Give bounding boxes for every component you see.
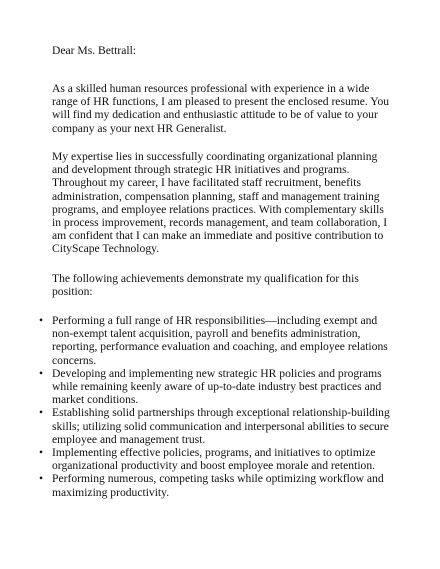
bullet-icon: • <box>39 472 44 486</box>
list-item <box>39 366 392 407</box>
bullet-icon: • <box>39 406 44 420</box>
achievement-text: Establishing solid partnerships through exceptional relationship-building skills; utilizing solid communication and interpersonal abilities to secure employee and management trust. <box>52 406 390 446</box>
intro-paragraph: As a skilled human resources professional with experience in a wide range of HR functions, I am pleased to present the enclosed resume. You will find my dedication and enthusiastic attitude to be of value to your company as your next HR Generalist. <box>52 82 390 135</box>
achievement-text: Performing numerous, competing tasks while optimizing workflow and maximizing productivity. <box>52 472 384 499</box>
salutation: Dear Ms. Bettrall: <box>52 44 137 57</box>
list-item <box>39 406 392 446</box>
list-item <box>39 314 392 367</box>
achievement-text: Developing and implementing new strategic HR policies and programs while remaining keenly aware of up-to-date industry best practices and market conditions. <box>52 366 382 407</box>
achievement-text: Implementing effective policies, programs, and initiatives to optimize organizational productivity and boost employee morale and retention. <box>52 446 376 473</box>
list-item <box>39 446 392 473</box>
bullet-icon: • <box>39 446 44 460</box>
bullet-icon: • <box>39 366 44 380</box>
achievements-intro: The following achievements demonstrate my qualification for this position: <box>52 272 359 299</box>
expertise-paragraph: My expertise lies in successfully coordinating organizational planning and development through strategic HR initiatives and programs. Throughout my career, I have facilitated staff recruitment, benefits administration, compensation planning, staff and management training programs, and employee relations practices. With complementary skills in process improvement, records management, and team collaboration, I am confident that I can make an immediate and positive contribution to CityScape Technology. <box>52 150 388 256</box>
achievement-text: Performing a full range of HR responsibilities—including exempt and non-exempt talent acquisition, payroll and benefits administration, reporting, performance evaluation and coaching, and employee relations concerns. <box>52 314 388 367</box>
list-item <box>39 472 392 499</box>
achievements-list <box>39 314 392 499</box>
bullet-icon: • <box>39 314 44 327</box>
